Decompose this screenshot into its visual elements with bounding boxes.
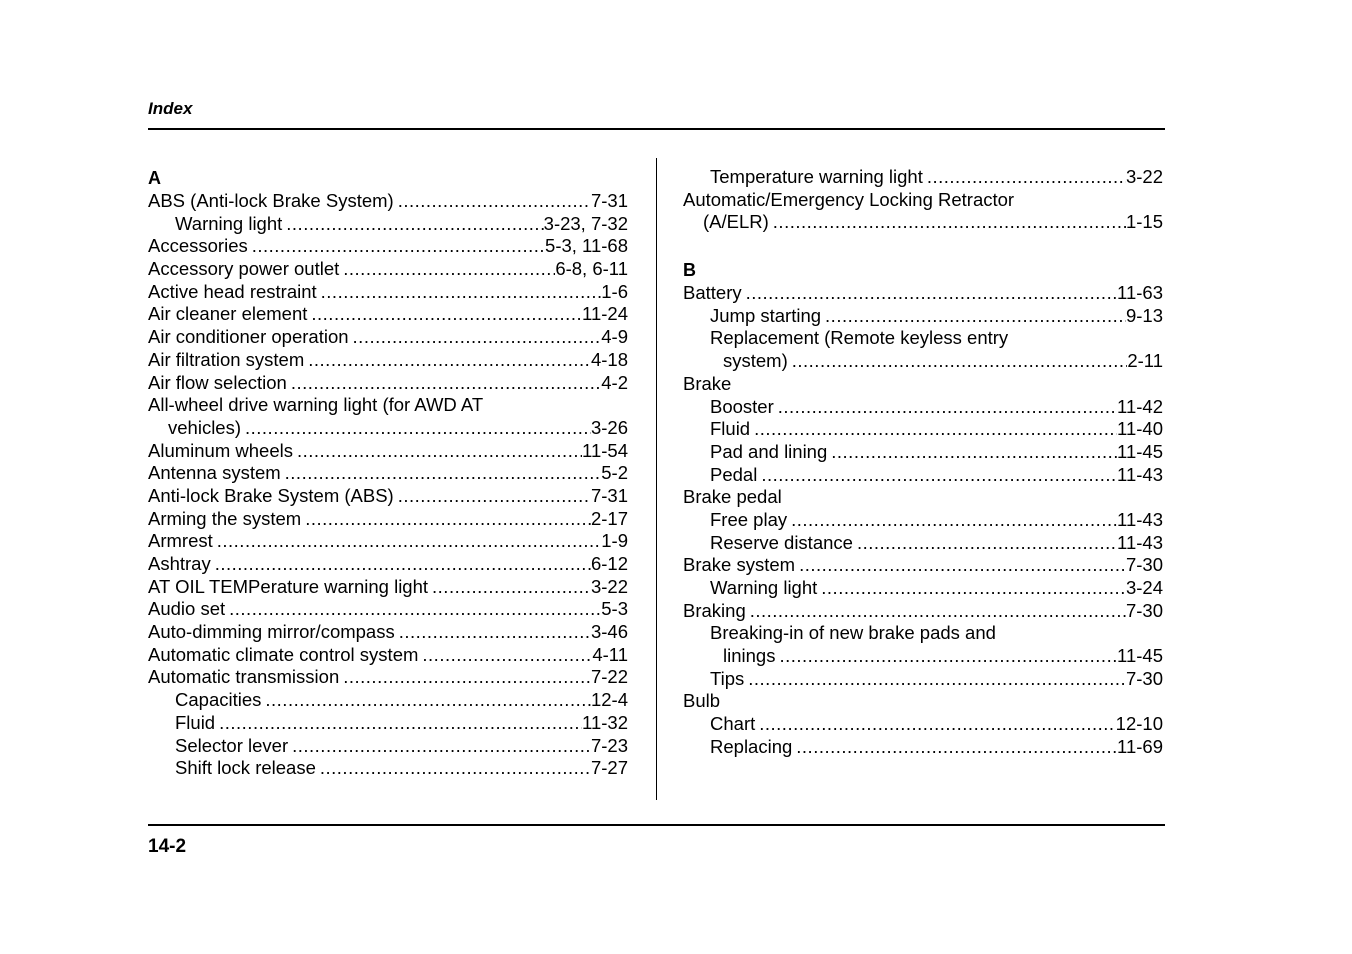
dot-leader	[395, 621, 591, 644]
index-entry-term: Pedal	[710, 463, 758, 485]
index-entry-term: Battery	[683, 282, 742, 304]
index-entry	[148, 235, 628, 258]
index-entry	[148, 281, 628, 304]
index-entry-term: Accessory power outlet	[148, 258, 340, 280]
dot-leader	[775, 645, 1117, 668]
index-entry-page: 11-42	[1117, 395, 1163, 417]
index-entry-page: 2-17	[590, 507, 628, 529]
index-entry-term: Air conditioner operation	[148, 326, 349, 348]
dot-leader	[281, 462, 602, 485]
index-entry-term: Aluminum wheels	[148, 439, 293, 461]
index-entry	[148, 553, 628, 576]
dot-leader	[394, 190, 591, 213]
index-entry-term: Automatic transmission	[148, 666, 340, 688]
index-entry-term: Fluid	[710, 418, 751, 440]
index-entry-page: 1-15	[1125, 211, 1163, 233]
index-entry-term: Armrest	[148, 530, 213, 552]
footer-rule	[148, 824, 1165, 826]
index-entry	[148, 621, 628, 644]
index-entry	[148, 258, 628, 281]
index-entry	[148, 576, 628, 599]
index-entry	[683, 441, 1163, 464]
index-entry	[148, 644, 628, 667]
dot-leader	[788, 350, 1128, 373]
page-number: 14-2	[148, 836, 187, 857]
index-entry	[683, 532, 1163, 555]
index-entry-page: 11-45	[1117, 440, 1163, 462]
dot-leader	[394, 485, 591, 508]
index-entry	[148, 417, 628, 440]
dot-leader	[349, 326, 602, 349]
dot-leader	[307, 303, 582, 326]
dot-leader	[287, 372, 601, 395]
index-entry-page: 3-24	[1125, 577, 1163, 598]
index-entry-page: 3-26	[590, 416, 628, 438]
index-entry-page: 12-10	[1115, 713, 1163, 735]
index-entry	[683, 713, 1163, 736]
index-entry	[683, 736, 1163, 759]
index-entry	[683, 396, 1163, 419]
index-entry-page: 11-54	[582, 439, 628, 461]
index-entry-page: 11-43	[1117, 531, 1163, 553]
dot-leader	[304, 349, 591, 372]
dot-leader	[792, 736, 1117, 759]
index-entry	[148, 598, 628, 621]
dot-leader	[339, 666, 591, 689]
index-entry-page: 11-43	[1117, 508, 1163, 530]
dot-leader	[757, 464, 1117, 487]
index-entry-term: Warning light	[175, 212, 283, 234]
dot-leader	[301, 508, 591, 531]
index-entry-page: 11-69	[1117, 735, 1163, 757]
index-entry-page: 1-9	[601, 530, 628, 552]
index-entry-term: Accessories	[148, 235, 248, 257]
dot-leader	[211, 553, 591, 576]
index-entry-term: Arming the system	[148, 507, 302, 529]
index-entry	[148, 394, 628, 417]
index-entry-term: Temperature warning light	[710, 166, 923, 187]
index-entry	[148, 485, 628, 508]
dot-leader	[795, 554, 1126, 577]
index-entry-term: system)	[723, 350, 788, 372]
index-entry-term: Capacities	[175, 689, 262, 711]
index-entry-term: Shift lock release	[175, 757, 316, 779]
index-entry-page: 7-23	[590, 734, 628, 756]
index-entry-term: Jump starting	[710, 304, 822, 326]
dot-leader	[742, 282, 1117, 305]
index-entry-page: 11-40	[1117, 418, 1163, 440]
index-entry	[683, 166, 1163, 189]
index-entry	[148, 462, 628, 485]
index-entry	[683, 554, 1163, 577]
column-divider	[656, 158, 657, 800]
index-entry	[148, 326, 628, 349]
index-entry	[683, 327, 1163, 350]
index-entry	[148, 757, 628, 780]
index-entry	[148, 712, 628, 735]
index-entry-term: Selector lever	[175, 734, 289, 756]
index-entry-page: 7-22	[590, 666, 628, 688]
index-entry	[148, 689, 628, 712]
index-entry	[683, 373, 1163, 396]
index-entry	[148, 303, 628, 326]
index-column-left	[148, 166, 628, 780]
index-entry-term: Air flow selection	[148, 371, 287, 393]
dot-leader	[282, 213, 543, 236]
index-entry-page: 4-11	[592, 643, 628, 665]
dot-leader	[750, 418, 1117, 441]
index-entry	[148, 213, 628, 236]
index-entry	[148, 508, 628, 531]
index-entry	[148, 190, 628, 213]
index-entry-page: 5-3, 11-68	[545, 235, 628, 257]
index-entry	[683, 668, 1163, 691]
index-entry-term: Brake system	[683, 554, 796, 576]
dot-leader	[317, 281, 602, 304]
dot-leader	[746, 600, 1126, 623]
index-entry-term: Tips	[710, 667, 745, 689]
index-entry-page: 7-27	[590, 757, 628, 779]
section-gap	[683, 234, 1163, 258]
index-entry	[683, 577, 1163, 600]
index-entry	[683, 622, 1163, 645]
dot-leader	[787, 509, 1117, 532]
index-entry	[148, 735, 628, 758]
index-entry	[683, 282, 1163, 305]
dot-leader	[293, 440, 582, 463]
dot-leader	[213, 530, 602, 553]
index-entry-page: 6-12	[590, 553, 628, 574]
index-entry	[148, 666, 628, 689]
index-entry-page: 11-32	[582, 711, 628, 733]
index-entry-term: Air filtration system	[148, 348, 305, 370]
index-entry-page: 5-3	[601, 598, 628, 620]
dot-leader	[428, 576, 591, 599]
index-entry-term: Replacement (Remote keyless entry	[710, 327, 1009, 349]
index-entry-page: 7-31	[590, 484, 628, 506]
index-entry-term: Automatic/Emergency Locking Retractor	[683, 188, 1015, 210]
index-entry	[683, 350, 1163, 373]
index-entry-page: 11-63	[1117, 282, 1163, 304]
index-entry-term: Booster	[710, 395, 774, 417]
index-entry-page: 3-23, 7-32	[543, 212, 628, 234]
index-entry	[148, 440, 628, 463]
dot-leader	[744, 668, 1126, 691]
dot-leader	[418, 644, 592, 667]
dot-leader	[316, 757, 591, 780]
index-entry-term: Active head restraint	[148, 280, 317, 302]
index-entry	[683, 600, 1163, 623]
index-entry-page: 3-46	[590, 621, 628, 643]
index-entry-page: 6-8, 6-11	[555, 258, 628, 280]
dot-leader	[923, 166, 1126, 189]
index-entry	[683, 305, 1163, 328]
index-entry-term: Bulb	[683, 690, 721, 712]
index-entry	[683, 211, 1163, 234]
index-entry-page: 11-45	[1117, 645, 1163, 667]
index-entry-term: Replacing	[710, 735, 793, 757]
section-letter-b: B	[683, 260, 696, 281]
dot-leader	[774, 396, 1117, 419]
index-entry-page: 7-31	[590, 190, 628, 211]
dot-leader	[827, 441, 1117, 464]
index-entry-term: Ashtray	[148, 553, 211, 574]
index-entry	[683, 509, 1163, 532]
index-entry-term: Chart	[710, 713, 756, 735]
index-entry	[683, 645, 1163, 668]
index-entry-term: Brake pedal	[683, 486, 782, 508]
index-entry-page: 7-30	[1125, 599, 1163, 621]
index-entry-term: Fluid	[175, 711, 216, 733]
index-entry-page: 4-9	[601, 326, 628, 348]
header-rule	[148, 128, 1165, 130]
index-entry-term: Auto-dimming mirror/compass	[148, 621, 395, 643]
dot-leader	[339, 258, 555, 281]
dot-leader	[769, 211, 1126, 234]
index-entry-page: 11-43	[1117, 463, 1163, 485]
index-entry-term: ABS (Anti-lock Brake System)	[148, 190, 394, 211]
index-entry-page: 4-2	[601, 371, 628, 393]
dot-leader	[821, 305, 1126, 328]
index-entry	[683, 486, 1163, 509]
dot-leader	[288, 735, 591, 758]
index-entry-term: Warning light	[710, 577, 818, 598]
index-entry-page: 3-22	[590, 575, 628, 597]
dot-leader	[261, 689, 591, 712]
index-entry-term: Antenna system	[148, 462, 281, 484]
index-entry-page: 7-30	[1125, 554, 1163, 576]
index-entry-term: Audio set	[148, 598, 226, 620]
index-entries-b	[683, 282, 1163, 758]
index-entry-page: 1-6	[601, 280, 628, 302]
index-entry	[683, 690, 1163, 713]
dot-leader	[225, 598, 601, 621]
dot-leader	[817, 577, 1126, 600]
dot-leader	[248, 235, 545, 258]
index-entry-term: Air cleaner element	[148, 303, 308, 325]
index-entry-term: Automatic climate control system	[148, 643, 419, 665]
index-entry	[683, 418, 1163, 441]
index-entry-page: 3-22	[1125, 166, 1163, 187]
index-entry	[683, 189, 1163, 212]
index-entry-term: (A/ELR)	[703, 211, 769, 233]
index-entry-page: 4-18	[590, 348, 628, 370]
index-entry-term: Reserve distance	[710, 531, 853, 553]
index-entry-page: 9-13	[1125, 304, 1163, 326]
index-entry	[148, 372, 628, 395]
index-entry-term: Braking	[683, 599, 746, 621]
index-entries-a	[148, 190, 628, 780]
dot-leader	[241, 417, 591, 440]
index-entry-page: 5-2	[601, 462, 628, 484]
dot-leader	[755, 713, 1115, 736]
index-entry	[683, 464, 1163, 487]
index-entry-page: 11-24	[582, 303, 628, 325]
index-entry-term: Anti-lock Brake System (ABS)	[148, 484, 394, 506]
index-entry-term: linings	[723, 645, 776, 667]
index-entry-term: Breaking-in of new brake pads and	[710, 622, 996, 644]
dot-leader	[853, 532, 1117, 555]
header-title: Index	[148, 99, 193, 118]
index-entry-term: Free play	[710, 508, 788, 530]
section-letter-a: A	[148, 168, 161, 188]
index-entry-term: vehicles)	[168, 416, 241, 438]
index-entry-term: AT OIL TEMPerature warning light	[148, 575, 429, 597]
index-entry-term: All-wheel drive warning light (for AWD AT	[148, 394, 484, 416]
dot-leader	[215, 712, 582, 735]
index-entries-continued	[683, 166, 1163, 234]
index-entry-page: 7-30	[1125, 667, 1163, 689]
index-column-right	[683, 166, 1163, 759]
index-entry-term: Pad and lining	[710, 440, 828, 462]
index-entry	[148, 349, 628, 372]
index-entry-page: 12-4	[590, 689, 628, 711]
index-entry-page: 2-11	[1127, 350, 1163, 372]
index-entry	[148, 530, 628, 553]
index-entry-term: Brake	[683, 372, 732, 394]
